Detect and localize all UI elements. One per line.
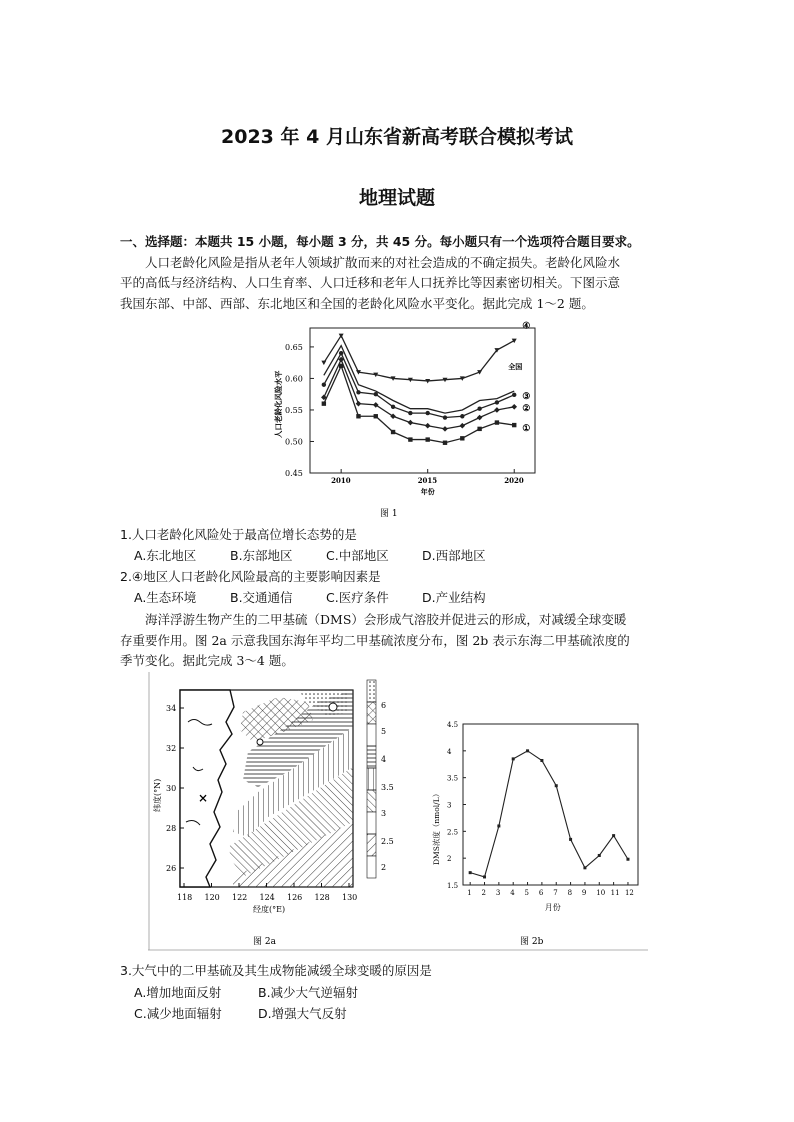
fig1-point [339,351,343,355]
q3-option-b[interactable]: B.减少大气逆辐射 [258,985,359,1000]
fig2b-ytick-label: 2 [447,855,452,864]
fig2b-point [540,759,543,762]
subject-title: 地理试题 [358,187,435,209]
map-xtick-label: 130 [342,893,358,902]
fig1-series-label: ① [522,424,531,435]
fig2b-xtick-label: 1 [467,889,472,897]
map-xtick-label: 124 [259,893,275,902]
legend-tick-label: 6 [381,701,387,710]
fig1-point [339,364,343,368]
fig2b-ytick-label: 4 [447,747,452,756]
map-ytick-label: 26 [166,864,177,873]
fig1-point [512,423,516,427]
fig2a-caption: 图 2a [253,937,276,947]
question-2-stem: 2.④地区人口老龄化风险最高的主要影响因素是 [120,569,381,584]
fig2b-point [612,834,615,837]
map-xtick-label: 128 [314,893,330,902]
q1-option-d[interactable]: D.西部地区 [422,548,486,563]
map-xtick-label: 122 [232,893,248,902]
fig2b-ylabel: DMS浓度（nmol/L） [432,789,441,865]
fig1-point [443,415,447,419]
fig1-point [477,427,481,431]
fig1-ytick-label: 0.45 [285,469,303,478]
fig2b-point [583,866,586,869]
fig1-point [356,390,360,394]
q1-option-c[interactable]: C.中部地区 [326,548,389,563]
fig1-point [512,393,516,397]
fig1-point [477,406,481,410]
fig1-point [322,401,326,405]
map-cross-marker: × [198,791,209,805]
fig2b-xtick-label: 8 [567,889,573,897]
fig1-series-label: ③ [522,391,531,402]
q1-option-b[interactable]: B.东部地区 [230,548,293,563]
fig2b-ytick-label: 3 [447,801,452,810]
passage-1-line-2: 平的高低与经济结构、人口生育率、人口迁移和老年人口抚养比等因素密切相关。下图示意 [120,275,621,290]
fig1-ytick-label: 0.65 [285,342,303,352]
fig1-point [391,430,395,434]
passage-1-line-3: 我国东部、中部、西部、东北地区和全国的老龄化风险水平变化。据此完成 1～2 题。 [120,295,594,311]
question-3-options-row-2 [134,1004,347,1022]
fig2b-point [497,824,500,827]
fig1-point [425,423,431,429]
fig2b-xtick-label: 12 [624,889,634,897]
fig1-point [425,437,429,441]
fig2a-map [152,680,394,947]
fig1-xtick-label: 2010 [331,476,351,485]
q2-option-b[interactable]: B.交通通信 [230,590,293,605]
q2-option-c[interactable]: C.医疗条件 [326,590,389,605]
legend-tick-label: 2.5 [381,837,394,846]
map-legend [367,680,376,878]
map-ytick-label: 28 [166,824,177,833]
passage-2-line-2: 存重要作用。图 2a 示意我国东海年平均二甲基硫浓度分布，图 2b 表示东海二甲基硫浓度的 [120,632,630,648]
question-2-options [134,588,486,606]
fig2b-point [469,871,472,874]
fig1-point [495,420,499,424]
fig2b-point [569,838,572,841]
fig1-series-line [324,353,514,417]
question-1-options [134,546,486,564]
fig2b-chart [431,721,638,912]
map-ylabel: 纬度(°N) [153,778,162,812]
fig1-xlabel: 年份 [420,487,435,496]
fig1-xtick-label: 2020 [504,476,524,485]
fig2b-ytick-label: 1.5 [447,882,459,890]
fig2b-xlabel: 月份 [544,903,561,912]
figure-1-chart [265,318,545,523]
passage-2 [120,610,692,672]
fig1-point [494,407,500,413]
fig1-ytick-label: 0.55 [285,405,303,415]
fig2b-xtick-label: 9 [581,889,587,897]
question-3-options-row-1 [134,983,358,1001]
fig2b-line [470,751,628,877]
fig2b-ytick-label: 4.5 [447,721,459,729]
fig1-point [408,437,412,441]
fig2b-xtick-label: 7 [553,889,558,897]
map-ytick-label: 32 [166,744,177,753]
fig2b-xtick-label: 4 [510,889,515,897]
section-heading: 一、选择题：本题共 15 小题，每小题 3 分，共 45 分。每小题只有一个选项符合题目要求。 [120,234,640,249]
fig1-point [425,411,429,415]
fig1-point [511,404,517,410]
q3-option-d[interactable]: D.增强大气反射 [258,1006,347,1021]
fig1-point [460,436,464,440]
fig2b-caption: 图 2b [520,937,544,947]
question-3-stem: 3.大气中的二甲基硫及其生成物能减缓全球变暖的原因是 [120,963,432,978]
map-xtick-label: 118 [177,893,193,902]
fig1-series-label: ④ [522,321,531,332]
fig1-point [356,414,360,418]
fig1-point [321,361,326,366]
map-xtick-label: 126 [287,893,303,902]
fig1-series-label: 全国 [508,362,523,372]
fig2b-point [526,749,529,752]
fig1-point [374,392,378,396]
fig2b-point [483,875,486,878]
fig1-ylabel: 人口老龄化风险水平 [274,370,283,438]
fig1-point [443,441,447,445]
fig2b-xtick-label: 2 [481,889,486,897]
exam-title: 2023 年 4 月山东省新高考联合模拟考试 [221,126,573,148]
fig1-caption: 图 1 [380,509,398,519]
fig1-xtick-label: 2015 [417,476,438,485]
legend-tick-label: 3.5 [381,783,394,792]
map-ytick-label: 34 [166,704,177,713]
fig2b-ytick-label: 3.5 [447,774,459,783]
fig2b-xtick-label: 10 [596,889,606,897]
map-ytick-label: 30 [166,784,177,793]
map-island-1 [257,739,263,745]
figure-2 [148,672,653,957]
fig2b-xtick-label: 3 [495,889,501,897]
legend-tick-label: 5 [381,727,387,736]
fig1-point [460,423,466,429]
question-1-stem: 1.人口老龄化风险处于最高位增长态势的是 [120,527,357,542]
q3-option-a[interactable]: A.增加地面反射 [134,985,222,1000]
fig2b-point [626,858,629,861]
section-1 [120,232,692,314]
legend-tick-label: 4 [381,755,387,764]
fig1-series-label: ② [522,403,531,414]
fig1-ytick-label: 0.60 [285,374,303,384]
fig1-point [408,411,412,415]
fig1-point [408,420,414,426]
fig1-plot-area [273,322,535,496]
fig1-series-line [324,336,514,381]
q1-option-a[interactable]: A.东北地区 [134,548,197,563]
legend-tick-label: 3 [381,809,387,818]
q2-option-d[interactable]: D.产业结构 [422,590,486,605]
fig1-point [477,415,483,421]
passage-2-line-1: 海洋浮游生物产生的二甲基硫（DMS）会形成气溶胶并促进云的形成，对减缓全球变暖 [145,612,627,627]
fig1-point [495,400,499,404]
q2-option-a[interactable]: A.生态环境 [134,590,197,605]
fig2b-ytick-label: 2.5 [447,828,459,837]
fig2b-point [512,757,515,760]
map-xtick-label: 120 [204,893,220,902]
legend-tick-label: 2 [381,863,387,872]
q3-option-c[interactable]: C.减少地面辐射 [134,1006,222,1021]
fig1-ytick-label: 0.50 [285,437,303,447]
fig2b-xtick-label: 5 [524,889,530,897]
fig2b-point [555,784,558,787]
fig1-point [391,405,395,409]
passage-1-line-1: 人口老龄化风险是指从老年人领域扩散而来的对社会造成的不确定损失。老龄化风险水 [145,254,621,270]
fig1-point [442,426,448,432]
fig1-point [460,414,464,418]
fig1-point [374,414,378,418]
fig1-point [322,383,326,387]
fig1-point [356,401,362,407]
fig2b-point [598,854,601,857]
fig2b-xtick-label: 11 [610,889,620,897]
passage-2-line-3: 季节变化。据此完成 3～4 题。 [120,653,294,668]
map-xlabel: 经度(°E) [253,905,286,914]
map-island-2 [329,703,337,711]
fig2b-xtick-label: 6 [538,889,544,897]
